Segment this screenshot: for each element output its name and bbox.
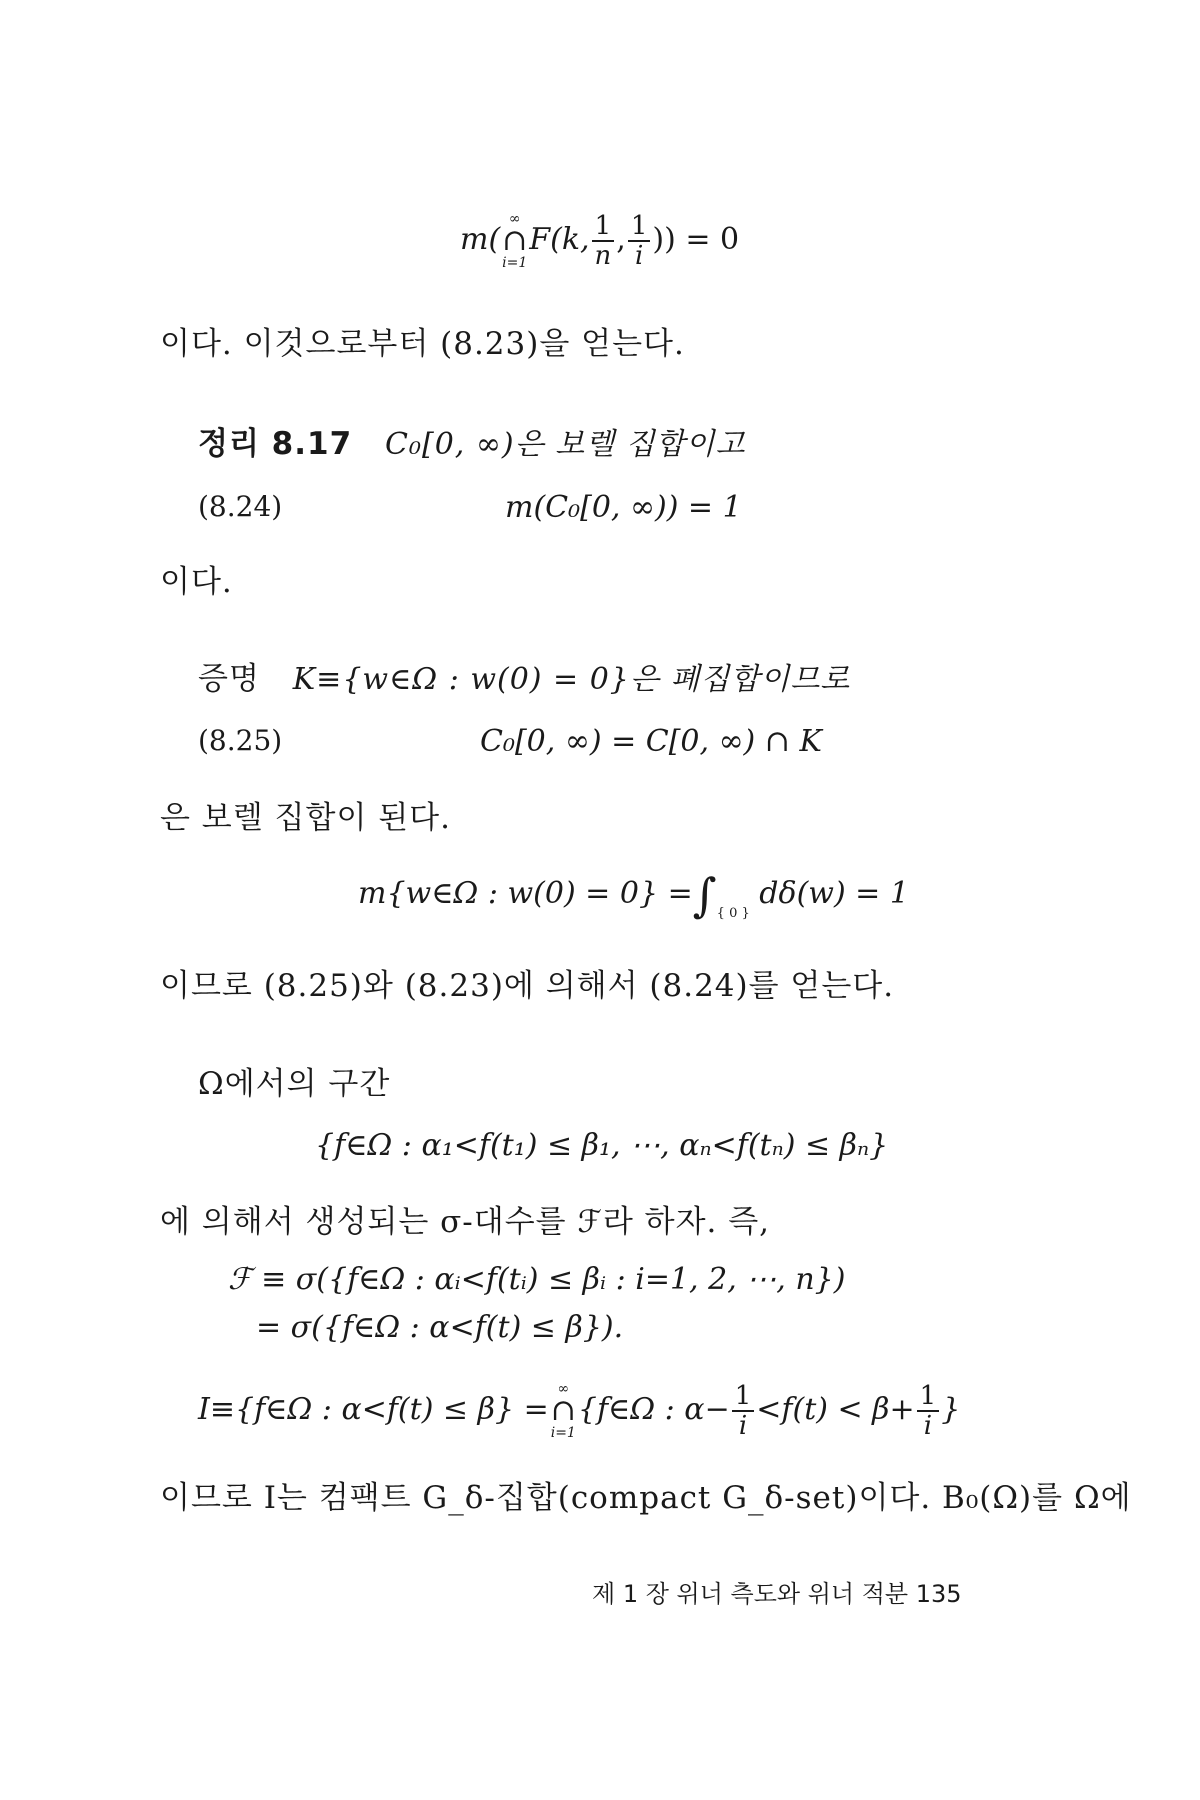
theorem-end: 이다. <box>160 564 233 600</box>
eq-top-function: F(k, <box>529 222 590 257</box>
eq-I-lhs: I≡{f∈Ω : α<f(t) ≤ β} = <box>198 1392 549 1427</box>
theorem-heading <box>198 418 746 463</box>
eq-top-rhs: )) = 0 <box>652 222 740 257</box>
equation-intersection: m( ∞ ∩ i=1 F(k, $\frac{1}{n}$ , $\frac{1}{i}$ )) = 0 <box>460 211 740 271</box>
page-footer: 제 1 장 위너 측도와 위너 적분 135 <box>592 1580 962 1608</box>
fraction-1-over-i: $\frac{1}{i}$ <box>628 212 651 270</box>
integral-subscript: { 0 } <box>716 906 750 921</box>
big-intersection-operator: ∞ ∩ i=1 <box>502 211 528 271</box>
equation-number-8-25: (8.25) <box>198 724 283 757</box>
integral-sign: ∫ <box>692 868 717 922</box>
fraction-1-over-n: $\frac{1}{n}$ <box>592 212 615 270</box>
eq-top-lhs: m( <box>460 222 501 257</box>
eq-I-end: } <box>941 1392 961 1427</box>
measure-lhs: m{w∈Ω : w(0) = 0} = <box>358 876 693 911</box>
fraction-I-1-over-i: $\frac{1}{i}$ <box>732 1382 755 1440</box>
big-intersection-operator-2: ∞ ∩ i=1 <box>550 1381 576 1441</box>
equation-number-8-24: (8.24) <box>198 490 283 523</box>
theorem-text: C₀[0, ∞)은 보렐 집합이고 <box>385 427 746 462</box>
equation-I-intersection <box>198 1382 960 1440</box>
paragraph-1: 이다. 이것으로부터 (8.23)을 얻는다. <box>160 326 685 362</box>
equation-interval: {f∈Ω : α₁<f(t₁) ≤ β₁, ⋯, αₙ<f(tₙ) ≤ βₙ} <box>315 1128 889 1163</box>
eq-I-mid2: <f(t) < β+ <box>756 1392 915 1427</box>
equation-8-25: C₀[0, ∞) = C[0, ∞) ∩ K <box>480 724 822 759</box>
proof-label: 증명 <box>198 661 260 697</box>
equation-sigma-algebra-1: ℱ ≡ σ({f∈Ω : αᵢ<f(tᵢ) ≤ βᵢ : i=1, 2, ⋯, n}) <box>228 1262 846 1297</box>
paragraph-2: 이므로 (8.25)와 (8.23)에 의해서 (8.24)를 얻는다. <box>160 968 895 1004</box>
paragraph-4: 이므로 I는 컴팩트 G_δ-집합(compact G_δ-set)이다. B₀(Ω)를 Ω에 <box>160 1480 1132 1516</box>
measure-rhs: dδ(w) = 1 <box>759 876 909 911</box>
section-heading: Ω에서의 구간 <box>198 1066 391 1102</box>
theorem-label: 정리 8.17 <box>198 426 353 462</box>
equation-measure-integral <box>358 868 909 922</box>
fraction-I-1-over-i-2: $\frac{1}{i}$ <box>917 1382 940 1440</box>
proof-heading <box>198 653 850 698</box>
proof-text: K≡{w∈Ω : w(0) = 0}은 폐집합이므로 <box>292 662 851 697</box>
paragraph-3: 에 의해서 생성되는 σ-대수를 ℱ라 하자. 즉, <box>160 1204 771 1240</box>
equation-8-24: m(C₀[0, ∞)) = 1 <box>505 490 742 525</box>
proof-after: 은 보렐 집합이 된다. <box>160 800 451 836</box>
eq-I-mid1: {f∈Ω : α− <box>577 1392 730 1427</box>
equation-sigma-algebra-2: = σ({f∈Ω : α<f(t) ≤ β}). <box>256 1310 624 1345</box>
